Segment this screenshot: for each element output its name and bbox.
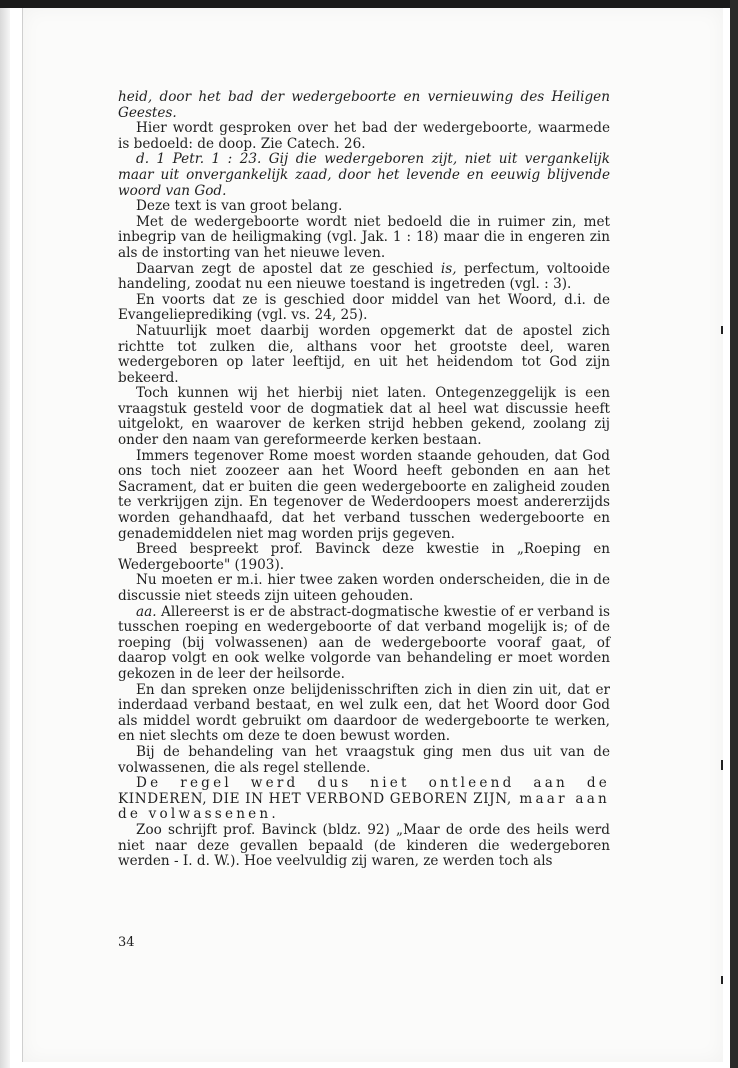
scan-edge-right	[730, 0, 738, 1068]
scan-edge-left	[0, 0, 10, 1068]
emphasized-paragraph	[118, 776, 610, 823]
margin-mark	[721, 326, 723, 334]
scripture-quote: d. 1 Petr. 1 : 23. Gij die wedergeboren zijt, niet uit vergankelijk maar uit onvergankelijk zaad, door het levende en eeuwig blijvende woord van God.	[118, 151, 610, 199]
paragraph: Hier wordt gesproken over het bad der wedergeboorte, waarmede is bedoeld: de doop. Zie Catech. 26.	[118, 120, 610, 152]
paragraph: Bij de behandeling van het vraagstuk ging men dus uit van de volwassenen, die als regel stellende.	[118, 743, 610, 776]
margin-mark	[721, 760, 723, 770]
capitals-text: KINDEREN, DIE IN HET VERBOND GEBOREN ZIJN,	[118, 790, 512, 807]
paragraph: Natuurlijk moet daarbij worden opgemerkt dat de apostel zich richtte tot zulken die, althans voor het grootste deel, waren wedergeboren op later leeftijd, en uit het heidendom tot God zijn bekeerd.	[118, 322, 610, 386]
paragraph: Breed bespreekt prof. Bavinck deze kwestie in „Roeping en Wedergeboorte" (1903).	[118, 541, 610, 573]
emphasis: is,	[440, 260, 457, 277]
scan-edge-top	[0, 0, 738, 8]
paragraph: Zoo schrijft prof. Bavinck (bldz. 92) „Maar de orde des heils werd niet naar deze gevallen bepaald (de kinderen die wedergeboren werden - I. d. W.). Hoe veelvuldig zij waren, ze werden toch als	[118, 821, 610, 870]
paragraph	[118, 262, 610, 293]
page-number: 34	[118, 935, 135, 950]
body-text	[118, 90, 610, 870]
paragraph: En voorts dat ze is geschied door middel van het Woord, d.i. de Evangelieprediking (vgl. vs. 24, 25).	[118, 291, 610, 324]
paragraph: heid, door het bad der wedergeboorte en vernieuwing des Heiligen Geestes.	[118, 89, 610, 121]
margin-mark	[721, 976, 723, 984]
spaced-text: maar aan de volwassenen.	[118, 790, 610, 823]
paragraph: Nu moeten er m.i. hier twee zaken worden onderscheiden, die in de discussie niet steeds zijn uiteen gehouden.	[118, 572, 610, 604]
spaced-text: De regel werd dus niet ontleend aan de	[136, 775, 610, 792]
paragraph: Immers tegenover Rome moest worden staande gehouden, dat God ons toch niet zoozeer aan het Woord heeft gebonden en aan het Sacrament, dat er buiten die geen wedergeboorte en zaligheid zouden te verkrijgen zijn. En tegenover de Wederdoopers moest andererzijds worden gehandhaafd, dat het verband tusschen wedergeboorte en genademiddelen niet mag worden prijs gegeven.	[118, 447, 610, 542]
text-run: Allereerst is er de abstract-dogmatische kwestie of er verband is tusschen roeping en wedergeboorte of dat verband mogelijk is; of de roeping (bij volwassenen) aan de wedergeboorte vooraf gaat, of daarop volgt en ook welke volgorde van behandeling er moet worden gekozen in de leer der heilsorde.	[118, 603, 610, 682]
text-run: perfectum, voltooide handeling, zoodat nu een nieuwe toestand is ingetreden (vgl. : 3).	[118, 260, 610, 293]
paragraph: En dan spreken onze belijdenisschriften zich in dien zin uit, dat er inderdaad verband bestaat, en wel zulk een, dat het Woord door God als middel wordt gebruikt om daardoor de wedergeboorte te werken, en niet slechts om deze te doen bewust worden.	[118, 681, 610, 745]
paragraph: Met de wedergeboorte wordt niet bedoeld die in ruimer zin, met inbegrip van de heiligmaking (vgl. Jak. 1 : 18) maar die in engeren zin als de instorting van het nieuwe leven.	[118, 213, 610, 261]
paragraph: Deze text is van groot belang.	[136, 198, 343, 215]
text-run: Daarvan zegt de apostel dat ze geschied	[136, 260, 441, 277]
enumerator: aa.	[136, 603, 157, 620]
paragraph: Toch kunnen wij het hierbij niet laten. Ontegenzeggelijk is een vraagstuk gesteld voor de dogmatiek dat al heel wat discussie heeft uitgelokt, en waarover de kerken strijd hebben gekend, zoolang zij onder den naam van gereformeerde kerken bestaan.	[118, 385, 610, 449]
paragraph	[118, 605, 610, 683]
